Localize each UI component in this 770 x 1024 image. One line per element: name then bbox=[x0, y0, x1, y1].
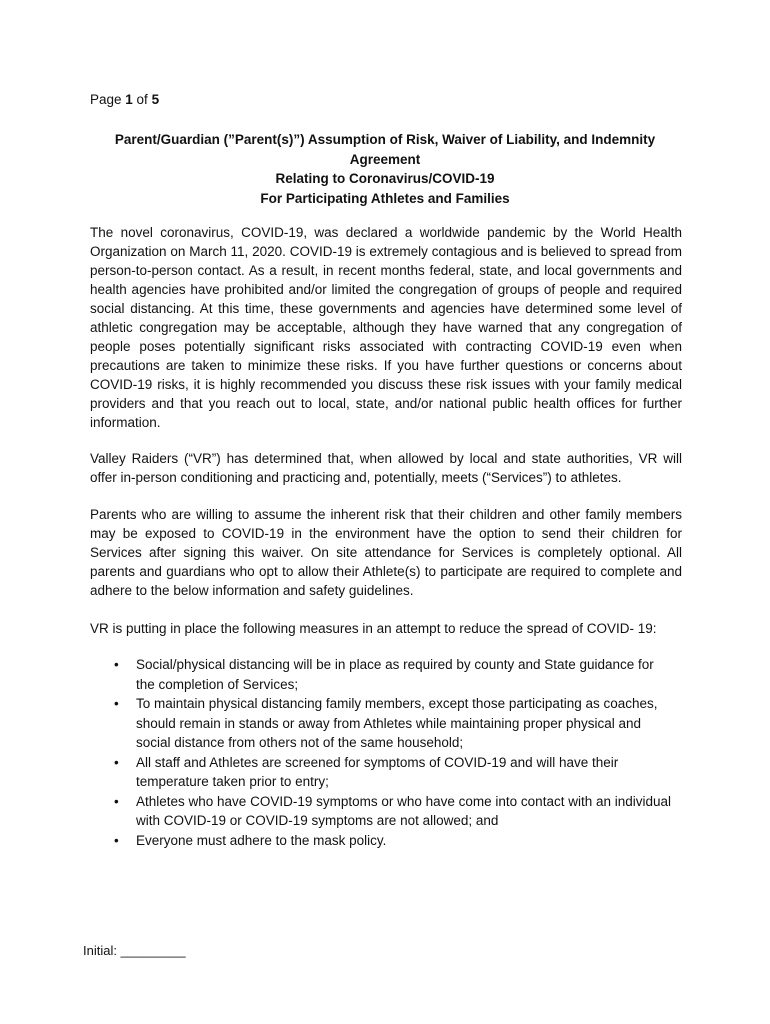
bullet-icon: • bbox=[114, 696, 119, 711]
title-line-4: For Participating Athletes and Families bbox=[260, 190, 510, 206]
list-item-text: To maintain physical distancing family members, except those participating as coaches, should remain in stands or away from Athletes while maintaining proper physical and social distance from others not of the same household; bbox=[136, 696, 658, 750]
paragraph-measures-intro: VR is putting in place the following measures in an attempt to reduce the spread of COVID- 19: bbox=[90, 621, 657, 636]
list-item-text: Everyone must adhere to the mask policy. bbox=[136, 832, 387, 848]
list-item bbox=[90, 792, 682, 831]
document-title bbox=[90, 130, 680, 208]
list-item-text: All staff and Athletes are screened for symptoms of COVID-19 and will have their temperature taken prior to entry; bbox=[136, 754, 619, 789]
bullet-icon: • bbox=[114, 832, 119, 848]
bullet-icon: • bbox=[114, 793, 119, 809]
page-prefix: Page bbox=[90, 92, 126, 107]
list-item-text: Social/physical distancing will be in place as required by county and State guidance for the completion of Services; bbox=[136, 657, 654, 692]
title-line-1: Parent/Guardian (”Parent(s)”) Assumption of Risk, Waiver of Liability, and Indemnity bbox=[114, 132, 656, 147]
paragraph-vr-services: Valley Raiders (“VR”) has determined that, when allowed by local and state authorities, VR will offer in-person conditioning and practicing and, potentially, meets (“Services”) to athletes. bbox=[90, 451, 682, 485]
bullet-icon: • bbox=[114, 657, 119, 672]
list-item bbox=[90, 753, 682, 792]
measures-list bbox=[90, 655, 682, 850]
list-item-text: Athletes who have COVID-19 symptoms or who have come into contact with an individual with COVID-19 or COVID-19 symptoms are not allowed; and bbox=[136, 793, 672, 828]
bullet-icon: • bbox=[114, 754, 119, 770]
page-current: 1 bbox=[125, 92, 133, 107]
list-item bbox=[90, 831, 682, 851]
initial-field[interactable]: Initial: _________ bbox=[83, 943, 186, 958]
title-line-3: Relating to Coronavirus/COVID-19 bbox=[275, 171, 495, 186]
list-item bbox=[90, 694, 682, 753]
page-total: 5 bbox=[151, 92, 160, 107]
list-item bbox=[90, 655, 682, 694]
paragraph-covid-background: The novel coronavirus, COVID-19, was declared a worldwide pandemic by the World Health Organization on March 11, 2020. COVID-19 is extremely contagious and is believed to spread from person-to-person contact. As a result, in recent months federal, state, and local governments and health agencies have prohibited and/or limited the congregation of groups of people and required social distancing. At this time, these governments and agencies have determined some level of athletic congregation may be acceptable, although they have warned that any congregation of people poses potentially significant risks associated with contracting COVID-19 even when precautions are taken to minimize these risks. If you have further questions or concerns about COVID-19 risks, it is highly recommended you discuss these risk issues with your family medical providers and that you reach out to local, state, and/or national public health offices for further information. bbox=[90, 225, 682, 430]
paragraph-parent-option: Parents who are willing to assume the inherent risk that their children and other family members may be exposed to COVID-19 in the environment have the option to send their children for Services after signing this waiver. On site attendance for Services is completely optional. All parents and guardians who opt to allow their Athlete(s) to participate are required to complete and adhere to the below information and safety guidelines. bbox=[90, 507, 682, 598]
title-line-2: Agreement bbox=[349, 151, 421, 167]
page-of: of bbox=[132, 92, 152, 107]
page-number bbox=[90, 92, 159, 107]
